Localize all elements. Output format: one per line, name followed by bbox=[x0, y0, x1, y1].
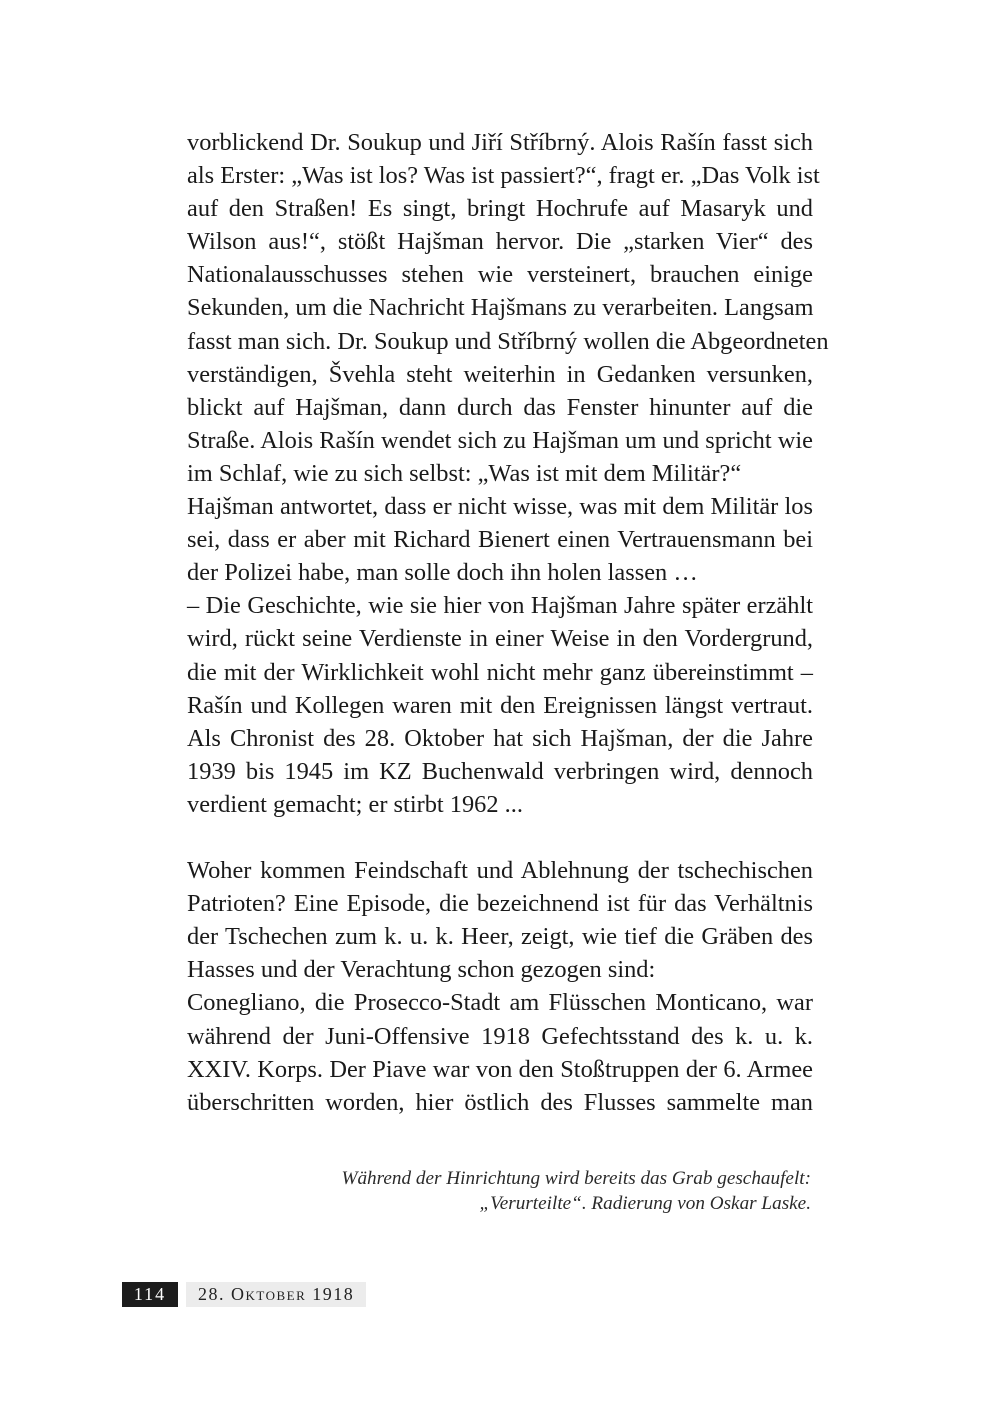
caption-line: Während der Hinrichtung wird bereits das Grab geschaufelt: bbox=[341, 1168, 811, 1189]
text-line: fasst man sich. Dr. Soukup und Stříbrný wollen die Abgeordneten bbox=[187, 327, 829, 355]
text-line: Nationalausschusses stehen wie versteinert, brauchen einige bbox=[187, 261, 813, 289]
text-line: Woher kommen Feindschaft und Ablehnung der tschechischen bbox=[187, 857, 813, 885]
text-line: Sekunden, um die Nachricht Hajšmans zu verarbeiten. Langsam bbox=[187, 294, 814, 322]
text-line: während der Juni-Offensive 1918 Gefechtsstand des k. u. k. bbox=[187, 1022, 813, 1050]
text-line: Patrioten? Eine Episode, die bezeichnend ist für das Verhältnis bbox=[187, 890, 813, 918]
text-line: vorblickend Dr. Soukup und Jiří Stříbrný. Alois Rašín fasst sich bbox=[187, 129, 813, 156]
text-line: Als Chronist des 28. Oktober hat sich Hajšman, der die Jahre bbox=[187, 724, 813, 752]
text-line: – Die Geschichte, wie sie hier von Hajšman Jahre später erzählt bbox=[187, 592, 813, 620]
text-line: sei, dass er aber mit Richard Bienert einen Vertrauensmann bei bbox=[187, 526, 813, 554]
text-line: überschritten worden, hier östlich des Flusses sammelte man bbox=[187, 1088, 813, 1116]
text-line: als Erster: „Was ist los? Was ist passiert?“, fragt er. „Das Volk ist bbox=[187, 162, 820, 190]
page-footer bbox=[122, 1282, 366, 1307]
text-line: XXIV. Korps. Der Piave war von den Stoßtruppen der 6. Armee bbox=[187, 1055, 813, 1083]
text-line: verständigen, Švehla steht weiterhin in Gedanken versunken, bbox=[187, 360, 813, 388]
text-line: Rašín und Kollegen waren mit den Ereignissen längst vertraut. bbox=[187, 691, 813, 719]
text-line: die mit der Wirklichkeit wohl nicht mehr ganz übereinstimmt – bbox=[187, 658, 813, 686]
text-line: Conegliano, die Prosecco-Stadt am Flüsschen Monticano, war bbox=[187, 989, 813, 1017]
text-line: verdient gemacht; er stirbt 1962 ... bbox=[187, 790, 523, 818]
text-line: Hasses und der Verachtung schon gezogen sind: bbox=[187, 956, 656, 984]
image-caption bbox=[251, 1166, 811, 1217]
text-line: Wilson aus!“, stößt Hajšman hervor. Die „starken Vier“ des bbox=[187, 228, 813, 256]
text-line: auf den Straßen! Es singt, bringt Hochrufe auf Masaryk und bbox=[187, 195, 813, 223]
paragraph-gap bbox=[187, 821, 813, 854]
text-line: Hajšman antwortet, dass er nicht wisse, was mit dem Militär los bbox=[187, 493, 813, 521]
text-line: blickt auf Hajšman, dann durch das Fenster hinunter auf die bbox=[187, 393, 813, 421]
caption-line: „Verurteilte“. Radierung von Oskar Laske. bbox=[479, 1193, 811, 1215]
running-head: 28. Oktober 1918 bbox=[186, 1282, 366, 1307]
body-text bbox=[187, 126, 829, 1119]
page-number: 114 bbox=[122, 1282, 178, 1307]
text-line: der Tschechen zum k. u. k. Heer, zeigt, wie tief die Gräben des bbox=[187, 923, 813, 951]
text-line: im Schlaf, wie zu sich selbst: „Was ist mit dem Militär?“ bbox=[187, 459, 742, 487]
text-line: 1939 bis 1945 im KZ Buchenwald verbringen wird, dennoch bbox=[187, 757, 813, 785]
text-line: der Polizei habe, man solle doch ihn holen lassen … bbox=[187, 559, 698, 587]
text-line: Straße. Alois Rašín wendet sich zu Hajšman um und spricht wie bbox=[187, 426, 813, 454]
text-line: wird, rückt seine Verdienste in einer Weise in den Vordergrund, bbox=[187, 625, 813, 653]
